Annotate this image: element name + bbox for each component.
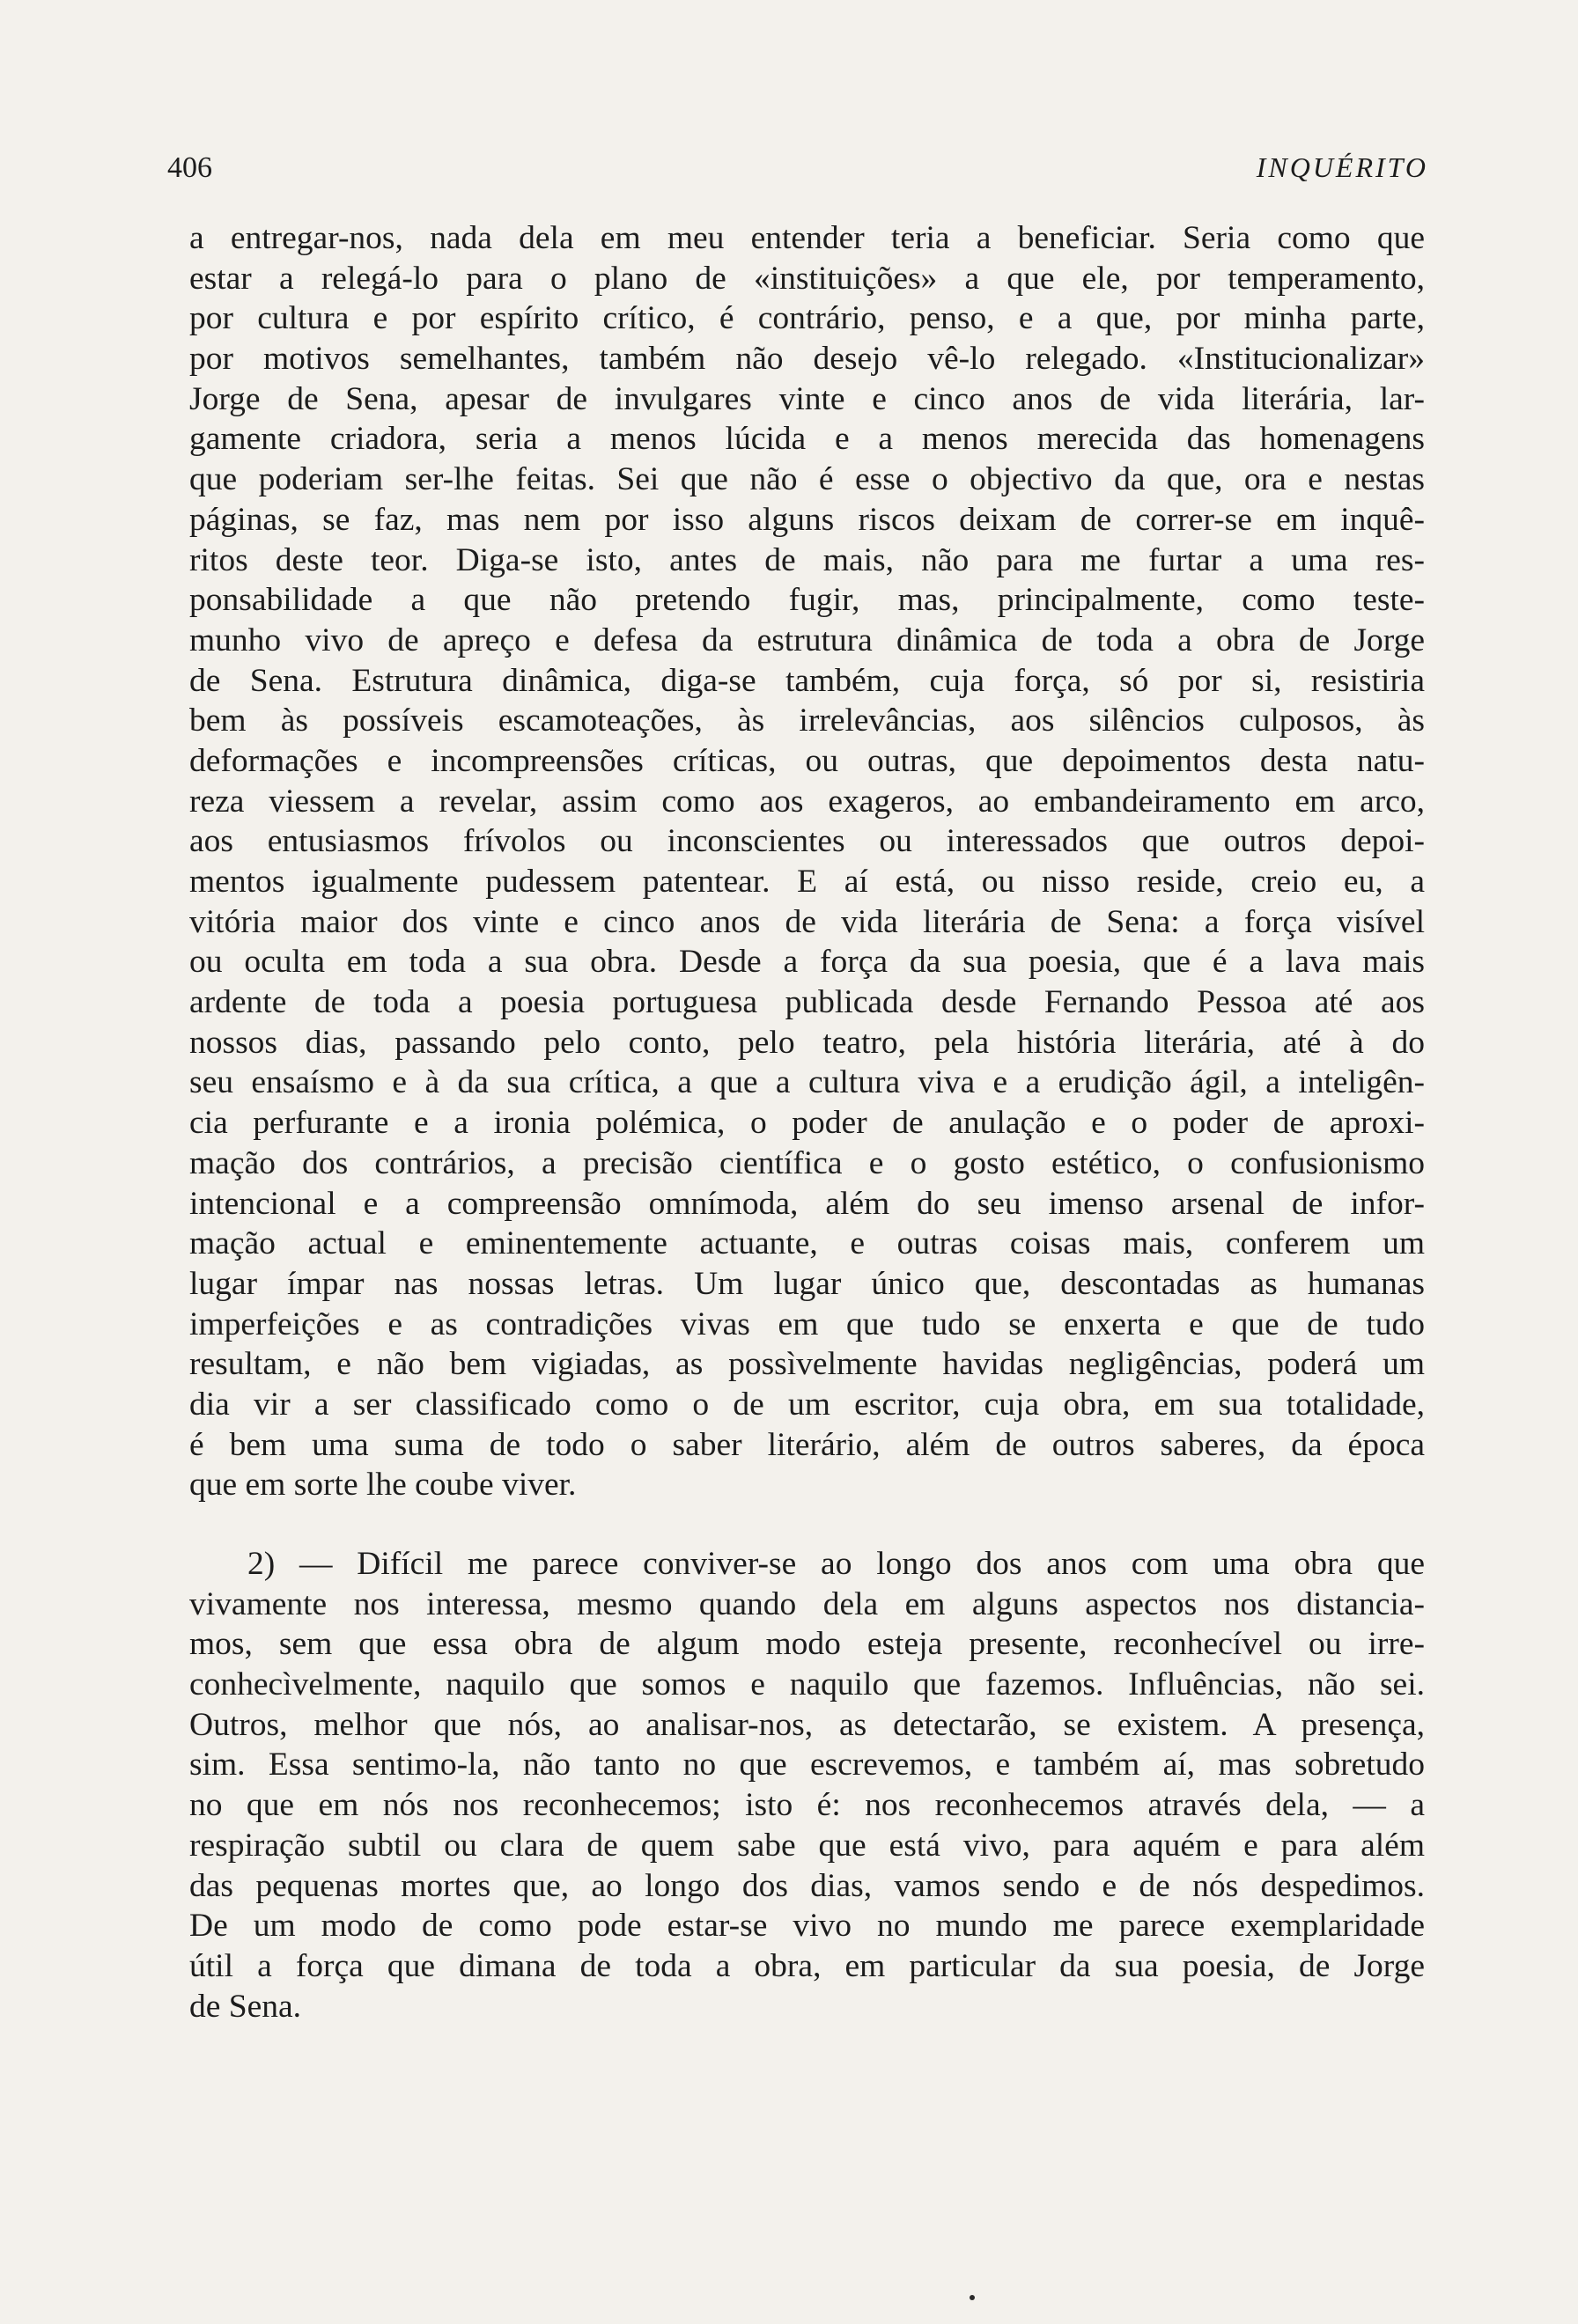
text-line: ou oculta em toda a sua obra. Desde a força da sua poesia, que é a lava mais [189,944,1425,981]
text-line: gamente criadora, seria a menos lúcida e a menos merecida das homenagens [189,421,1425,458]
text-line: das pequenas mortes que, ao longo dos dias, vamos sendo e de nós despedimos. [189,1867,1425,1904]
paragraph [189,218,1425,1505]
text-line: intencional e a compreensão omnímoda, além do seu imenso arsenal de infor- [189,1185,1425,1222]
text-line: por motivos semelhantes, também não desejo vê-lo relegado. «Institucionalizar» [189,341,1425,378]
text-line: que poderiam ser-lhe feitas. Sei que não é esse o objectivo da que, ora e nestas [189,461,1425,498]
paragraph [189,1544,1425,2026]
text-line: nossos dias, passando pelo conto, pelo teatro, pela história literária, até à do [189,1024,1425,1061]
text-line: munho vivo de apreço e defesa da estrutura dinâmica de toda a obra de Jorge [189,621,1425,658]
text-line: mação dos contrários, a precisão científica e o gosto estético, o confusionismo [189,1144,1425,1181]
page-header [167,151,1428,195]
text-line: aos entusiasmos frívolos ou inconscientes ou interessados que outros depoi- [189,823,1425,860]
text-line: deformações e incompreensões críticas, ou outras, que depoimentos desta natu- [189,742,1425,779]
text-line: De um modo de como pode estar-se vivo no mundo me parece exemplaridade [189,1908,1425,1945]
text-line: que em sorte lhe coube viver. [189,1467,577,1504]
text-line: imperfeições e as contradições vivas em que tudo se enxerta e que de tudo [189,1305,1425,1342]
text-line: dia vir a ser classificado como o de um escritor, cuja obra, em sua totalidade, [189,1386,1425,1423]
text-line: sim. Essa sentimo-la, não tanto no que escrevemos, e também aí, mas sobretudo [189,1747,1425,1783]
paragraph-gap [189,1505,1425,1544]
text-line: bem às possíveis escamoteações, às irrelevâncias, aos silêncios culposos, às [189,702,1425,739]
text-line: útil a força que dimana de toda a obra, em particular da sua poesia, de Jorge [189,1947,1425,1984]
text-line: mos, sem que essa obra de algum modo esteja presente, reconhecível ou irre- [189,1626,1425,1663]
text-line: lugar ímpar nas nossas letras. Um lugar único que, descontadas as humanas [189,1265,1425,1302]
text-line: a entregar-nos, nada dela em meu entender teria a beneficiar. Seria como que [189,220,1425,256]
body-text [189,218,1425,2026]
text-line: resultam, e não bem vigiadas, as possìvelmente havidas negligências, poderá um [189,1346,1425,1383]
text-line: por cultura e por espírito crítico, é contrário, penso, e a que, por minha parte, [189,300,1425,337]
text-line: é bem uma suma de todo o saber literário, além de outros saberes, da época [189,1426,1425,1463]
text-line: conhecìvelmente, naquilo que somos e naquilo que fazemos. Influências, não sei. [189,1666,1425,1703]
text-line: mentos igualmente pudessem patentear. E aí está, ou nisso reside, creio eu, a [189,864,1425,900]
text-line: estar a relegá-lo para o plano de «instituições» a que ele, por temperamento, [189,260,1425,297]
text-line: vitória maior dos vinte e cinco anos de vida literária de Sena: a força visível [189,903,1425,940]
text-line: respiração subtil ou clara de quem sabe que está vivo, para aquém e para além [189,1827,1425,1864]
page-number: 406 [167,151,212,184]
text-line: páginas, se faz, mas nem por isso alguns riscos deixam de correr-se em inquê- [189,501,1425,538]
text-line: ardente de toda a poesia portuguesa publicada desde Fernando Pessoa até aos [189,984,1425,1021]
text-line: Outros, melhor que nós, ao analisar-nos, as detectarão, se existem. A presença, [189,1706,1425,1743]
text-line: reza viessem a revelar, assim como aos exageros, ao embandeiramento em arco, [189,783,1425,820]
text-line: cia perfurante e a ironia polémica, o poder de anulação e o poder de aproxi- [189,1105,1425,1142]
running-head: INQUÉRITO [1256,151,1428,183]
text-line: no que em nós nos reconhecemos; isto é: nos reconhecemos através dela, — a [189,1787,1425,1824]
text-line: ritos deste teor. Diga-se isto, antes de mais, não para me furtar a uma res- [189,541,1425,578]
text-line: seu ensaísmo e à da sua crítica, a que a cultura viva e a erudição ágil, a inteligên- [189,1064,1425,1101]
text-line: de Sena. Estrutura dinâmica, diga-se também, cuja força, só por si, resistiria [189,662,1425,699]
text-line: 2) — Difícil me parece conviver-se ao longo dos anos com uma obra que [247,1546,1425,1582]
text-line: de Sena. [189,1988,302,2025]
text-line: vivamente nos interessa, mesmo quando dela em alguns aspectos nos distancia- [189,1585,1425,1622]
text-line: ponsabilidade a que não pretendo fugir, mas, principalmente, como teste- [189,582,1425,619]
text-line: Jorge de Sena, apesar de invulgares vinte e cinco anos de vida literária, lar- [189,380,1425,417]
text-line: mação actual e eminentemente actuante, e outras coisas mais, conferem um [189,1225,1425,1262]
scan-speck [970,2295,975,2300]
